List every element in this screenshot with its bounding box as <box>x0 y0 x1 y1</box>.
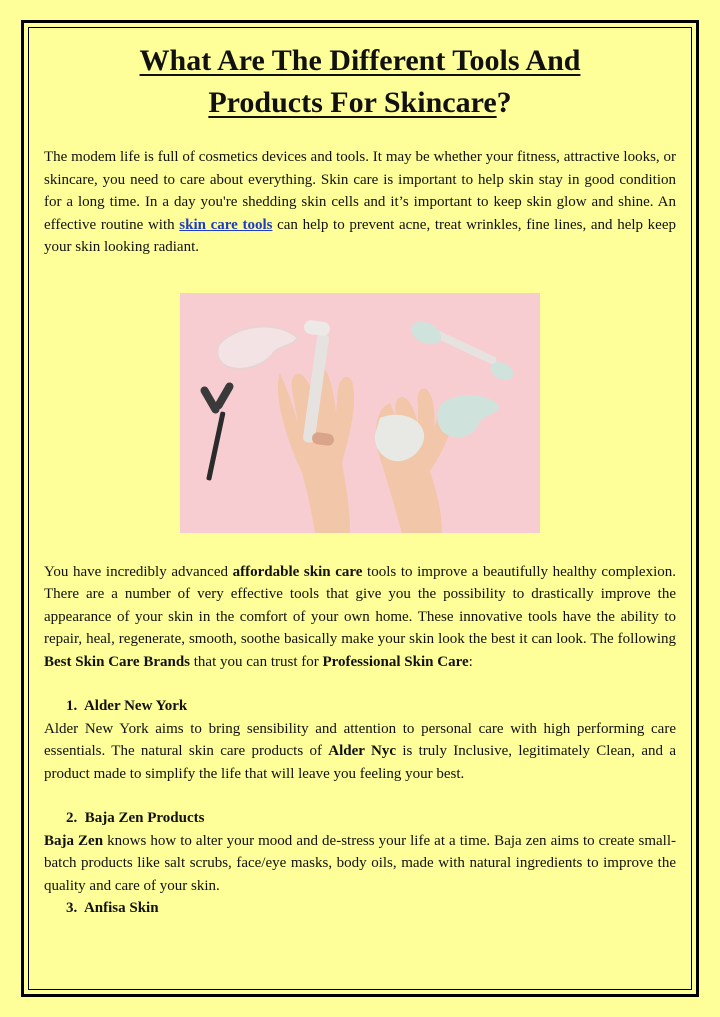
affordable-skin-care-bold: affordable skin care <box>232 563 363 580</box>
alder-new-york-paragraph <box>44 718 676 786</box>
alder-text-2: is truly Inclusive, legitimately Clean, and a product made to simplify the life that will leave you feeling your best. <box>44 743 676 782</box>
intro-text-1: The modem life is full of cosmetics devices and tools. It may be whether your fitness, attractive looks, or skincare, you need to care about everything. Skin care is important to help skin stay in good condition for a long time. In a day you're shedding skin cells and it’s important to keep skin glow and shine. An effective routine with <box>44 149 676 233</box>
title-question-mark: ? <box>496 86 512 119</box>
document-content <box>44 40 676 920</box>
section-heading-text: Baja Zen Products <box>84 810 205 826</box>
professional-skin-care-bold: Professional Skin Care <box>322 653 469 670</box>
skincare-tools-photo <box>180 293 540 533</box>
section-number: 1. <box>66 698 78 714</box>
intro-paragraph <box>44 146 676 259</box>
title-line-2: Products For Skincare <box>208 86 497 119</box>
baja-zen-bold: Baja Zen <box>44 832 104 849</box>
skincare-tools-illustration <box>180 293 540 533</box>
alder-nyc-bold: Alder Nyc <box>328 743 396 759</box>
section-heading-text: Alder New York <box>83 698 188 714</box>
para2-text-3: that you can trust for <box>190 653 323 670</box>
section-number: 3. <box>66 900 78 916</box>
alder-text-1: Alder New York aims to bring sensibility and attention to personal care with high performing care essentials. The natural skin care products of <box>44 720 676 759</box>
para2-text-2: tools to improve a beautifully healthy complexion. There are a number of very effective tools that give you the possibility to drastically improve the appearance of your skin in the comfort of your own home. These innovative tools have the ability to repair, heal, regenerate, smooth, soothe basically make your skin look the best it can look. The following <box>44 563 676 647</box>
advanced-tools-paragraph <box>44 561 676 674</box>
best-skin-care-brands-bold: Best Skin Care Brands <box>44 653 191 670</box>
section-heading-text: Anfisa Skin <box>83 900 159 916</box>
title-line-1: What Are The Different Tools And <box>139 44 581 77</box>
skin-care-tools-link[interactable]: skin care tools <box>179 216 273 233</box>
section-heading-baja-zen <box>44 807 676 830</box>
para2-text-4: : <box>468 653 473 670</box>
page-title <box>44 40 676 124</box>
intro-text-2: can help to prevent acne, treat wrinkles, fine lines, and help keep your skin looking radiant. <box>44 216 676 255</box>
section-heading-anfisa-skin <box>44 897 676 920</box>
para2-text-1: You have incredibly advanced <box>44 563 233 580</box>
section-heading-alder-new-york <box>44 695 676 718</box>
baja-zen-text: knows how to alter your mood and de-stress your life at a time. Baja zen aims to create small-batch products like salt scrubs, face/eye masks, body oils, made with natural ingredients to improve the quality and care of your skin. <box>44 832 676 894</box>
baja-zen-paragraph <box>44 830 676 898</box>
section-number: 2. <box>66 810 78 826</box>
